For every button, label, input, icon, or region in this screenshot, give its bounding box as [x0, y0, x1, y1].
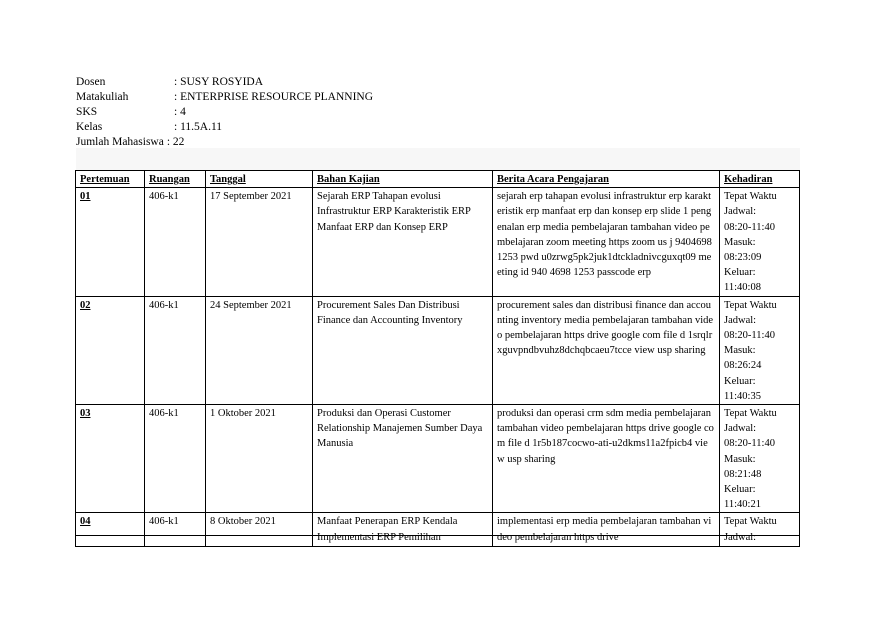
cell-ruangan: 406-k1 [145, 405, 206, 513]
kehadiran-keluar-value: 11:40:08 [724, 282, 761, 294]
attendance-table [75, 170, 800, 547]
cell-kehadiran [720, 513, 800, 547]
kehadiran-status: Tepat Waktu [724, 299, 777, 311]
cell-kehadiran [720, 405, 800, 513]
kehadiran-jadwal-label: Jadwal: [724, 531, 757, 543]
table-row [76, 296, 800, 404]
kehadiran-jadwal-label: Jadwal: [724, 423, 757, 435]
kehadiran-status: Tepat Waktu [724, 191, 777, 203]
kehadiran-keluar-value: 11:40:21 [724, 499, 761, 511]
course-info [76, 75, 373, 150]
cell-kehadiran [720, 188, 800, 296]
matakuliah-label: Matakuliah [76, 91, 129, 103]
info-row-dosen [76, 75, 373, 90]
matakuliah-value: : ENTERPRISE RESOURCE PLANNING [174, 91, 374, 103]
cell-berita: produksi dan operasi crm sdm media pembelajaran tambahan video pembelajaran https drive google com file d 1r5b187cocwo-ati-u2dkms11a2fpicb4 view usp sharing [493, 405, 720, 513]
header-kehadiran: Kehadiran [720, 171, 800, 188]
jumlah-label: Jumlah Mahasiswa [76, 136, 164, 148]
kehadiran-jadwal-label: Jadwal: [724, 314, 757, 326]
kehadiran-keluar-label: Keluar: [724, 267, 756, 279]
kehadiran-jadwal-label: Jadwal: [724, 206, 757, 218]
cell-tanggal: 17 September 2021 [206, 188, 313, 296]
cell-kehadiran [720, 296, 800, 404]
cell-bahan: Manfaat Penerapan ERP Kendala Implementasi ERP Pemilihan [313, 513, 493, 547]
table-row [76, 188, 800, 296]
cell-ruangan: 406-k1 [145, 188, 206, 296]
header-ruangan: Ruangan [145, 171, 206, 188]
kehadiran-keluar-label: Keluar: [724, 375, 756, 387]
kehadiran-keluar-value: 11:40:35 [724, 390, 761, 402]
info-row-kelas [76, 120, 373, 135]
kehadiran-masuk-value: 08:23:09 [724, 252, 762, 264]
kehadiran-status: Tepat Waktu [724, 408, 777, 420]
cell-pertemuan: 03 [76, 405, 145, 513]
header-pertemuan: Pertemuan [76, 171, 145, 188]
cell-bahan: Sejarah ERP Tahapan evolusi Infrastruktur ERP Karakteristik ERP Manfaat ERP dan Konsep ERP [313, 188, 493, 296]
header-bahan-kajian: Bahan Kajian [313, 171, 493, 188]
cell-pertemuan: 04 [76, 513, 145, 547]
cell-bahan: Produksi dan Operasi Customer Relationship Manajemen Sumber Daya Manusia [313, 405, 493, 513]
cell-tanggal: 1 Oktober 2021 [206, 405, 313, 513]
cell-tanggal: 24 September 2021 [206, 296, 313, 404]
cell-tanggal: 8 Oktober 2021 [206, 513, 313, 547]
kehadiran-masuk-label: Masuk: [724, 453, 756, 465]
kehadiran-masuk-value: 08:21:48 [724, 468, 762, 480]
kehadiran-jadwal-value: 08:20-11:40 [724, 438, 775, 450]
dosen-label: Dosen [76, 76, 106, 88]
kehadiran-masuk-label: Masuk: [724, 345, 756, 357]
header-berita-acara: Berita Acara Pengajaran [493, 171, 720, 188]
table-row [76, 405, 800, 513]
table-header-row [76, 171, 800, 188]
header-shade [76, 148, 800, 170]
info-row-matakuliah [76, 90, 373, 105]
cell-berita: implementasi erp media pembelajaran tambahan video pembelajaran https drive [493, 513, 720, 547]
jumlah-value: : 22 [166, 136, 185, 148]
kehadiran-status: Tepat Waktu [724, 516, 777, 528]
kehadiran-jadwal-value: 08:20-11:40 [724, 330, 775, 342]
header-tanggal: Tanggal [206, 171, 313, 188]
dosen-value: : SUSY ROSYIDA [174, 76, 264, 88]
kelas-value: : 11.5A.11 [174, 121, 223, 133]
kehadiran-keluar-label: Keluar: [724, 484, 756, 496]
cell-bahan: Procurement Sales Dan Distribusi Finance dan Accounting Inventory [313, 296, 493, 404]
cell-ruangan: 406-k1 [145, 513, 206, 547]
kehadiran-masuk-label: Masuk: [724, 236, 756, 248]
kelas-label: Kelas [76, 121, 103, 133]
kehadiran-masuk-value: 08:26:24 [724, 360, 762, 372]
sks-label: SKS [76, 106, 98, 118]
sks-value: : 4 [174, 106, 186, 118]
table-row [76, 513, 800, 547]
cell-pertemuan: 02 [76, 296, 145, 404]
attendance-table-wrapper [75, 170, 799, 543]
cell-ruangan: 406-k1 [145, 296, 206, 404]
cell-berita: sejarah erp tahapan evolusi infrastruktur erp karakteristik erp manfaat erp dan konsep erp slide 1 pengenalan erp media pembelajaran tambahan video pembelajaran zoom meeting https zoom us j 94046981253 pwd u0zrwg5pk2juk1dtckladnivcguxqt09 meeting id 940 4698 1253 passcode erp [493, 188, 720, 296]
kehadiran-jadwal-value: 08:20-11:40 [724, 221, 775, 233]
cell-berita: procurement sales dan distribusi finance dan accounting inventory media pembelajaran tambahan video pembelajaran https drive google com file d 1srqlrxguvpndbvuhz8dchqbcaeu7tcce view usp sharing [493, 296, 720, 404]
info-row-sks [76, 105, 373, 120]
cell-pertemuan: 01 [76, 188, 145, 296]
